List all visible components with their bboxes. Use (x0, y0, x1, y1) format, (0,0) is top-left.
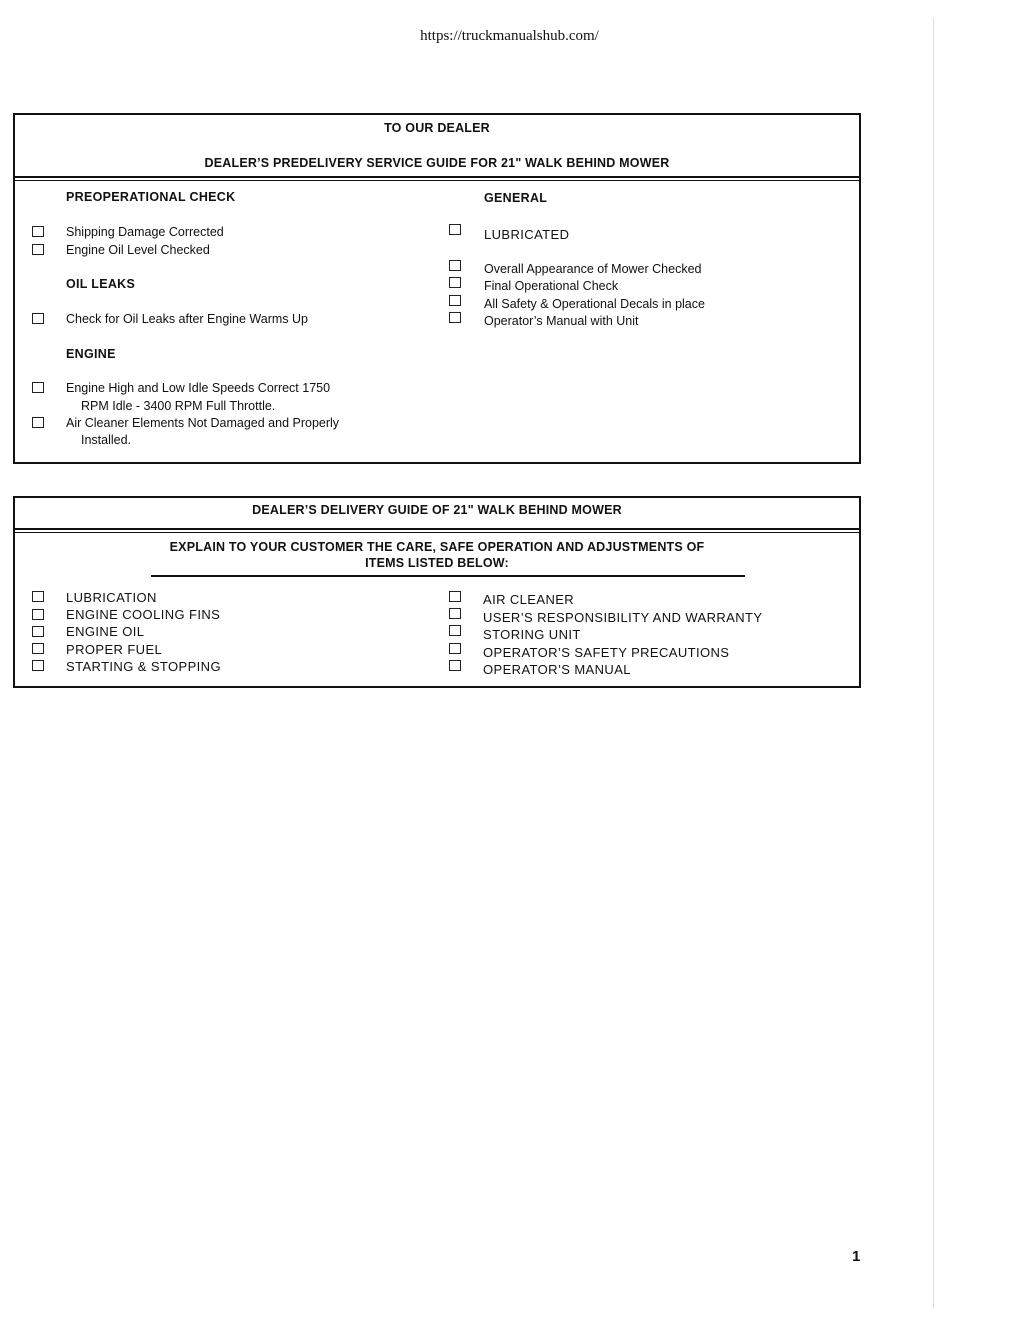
checkbox-final-operational[interactable] (449, 277, 461, 288)
item-shipping-damage: Shipping Damage Corrected (66, 225, 224, 239)
checkbox-oil-leaks[interactable] (32, 313, 44, 324)
checkbox-lubricated[interactable] (449, 224, 461, 235)
checkbox-engine-oil-level[interactable] (32, 244, 44, 255)
oil-leaks-heading: OIL LEAKS (66, 277, 136, 291)
source-url: https://truckmanualshub.com/ (420, 28, 599, 44)
checkbox-cooling-fins[interactable] (32, 609, 44, 620)
delivery-item-responsibility-warranty: USER’S RESPONSIBILITY AND WARRANTY (483, 610, 763, 625)
checkbox-shipping-damage[interactable] (32, 226, 44, 237)
delivery-title: DEALER’S DELIVERY GUIDE OF 21" WALK BEHIND MOWER (252, 503, 622, 517)
delivery-item-cooling-fins: ENGINE COOLING FINS (66, 607, 221, 622)
item-air-cleaner-line2: Installed. (81, 433, 132, 447)
title-divider (15, 176, 859, 181)
item-final-operational: Final Operational Check (484, 279, 619, 293)
item-operators-manual: Operator’s Manual with Unit (484, 314, 639, 328)
delivery-item-starting-stopping: STARTING & STOPPING (66, 659, 221, 674)
checkbox-idle-speeds[interactable] (32, 382, 44, 393)
checkbox-operators-manual-delivery[interactable] (449, 660, 461, 671)
page-number: 1 (852, 1248, 861, 1265)
item-idle-speeds-line1: Engine High and Low Idle Speeds Correct 1750 (66, 381, 331, 395)
checkbox-engine-oil[interactable] (32, 626, 44, 637)
explain-line1: EXPLAIN TO YOUR CUSTOMER THE CARE, SAFE OPERATION AND ADJUSTMENTS OF (169, 540, 705, 554)
explain-underline (151, 575, 745, 577)
checkbox-safety-decals[interactable] (449, 295, 461, 306)
checkbox-starting-stopping[interactable] (32, 660, 44, 671)
preoperational-heading: PREOPERATIONAL CHECK (66, 190, 236, 204)
delivery-item-engine-oil: ENGINE OIL (66, 624, 145, 639)
page-edge-line (933, 18, 934, 1308)
checkbox-storing-unit[interactable] (449, 625, 461, 636)
delivery-item-safety-precautions: OPERATOR’S SAFETY PRECAUTIONS (483, 645, 730, 660)
engine-heading: ENGINE (66, 347, 116, 361)
delivery-item-air-cleaner: AIR CLEANER (483, 592, 575, 607)
item-engine-oil-level: Engine Oil Level Checked (66, 243, 210, 257)
explain-line2: ITEMS LISTED BELOW: (365, 556, 509, 570)
delivery-title-divider (15, 528, 859, 533)
checkbox-air-cleaner-elements[interactable] (32, 417, 44, 428)
delivery-guide-box (13, 496, 861, 688)
delivery-item-proper-fuel: PROPER FUEL (66, 642, 163, 657)
checkbox-air-cleaner[interactable] (449, 591, 461, 602)
item-overall-appearance: Overall Appearance of Mower Checked (484, 262, 702, 276)
predelivery-guide-box (13, 113, 861, 464)
item-lubricated: LUBRICATED (484, 227, 570, 242)
checkbox-lubrication[interactable] (32, 591, 44, 602)
predelivery-title: DEALER’S PREDELIVERY SERVICE GUIDE FOR 21" WALK BEHIND MOWER (204, 156, 670, 170)
checkbox-overall-appearance[interactable] (449, 260, 461, 271)
item-air-cleaner-line1: Air Cleaner Elements Not Damaged and Properly (66, 416, 340, 430)
general-heading: GENERAL (484, 191, 548, 205)
to-dealer-heading: TO OUR DEALER (384, 121, 490, 135)
delivery-item-storing-unit: STORING UNIT (483, 627, 581, 642)
checkbox-safety-precautions[interactable] (449, 643, 461, 654)
checkbox-operators-manual[interactable] (449, 312, 461, 323)
item-idle-speeds-line2: RPM Idle - 3400 RPM Full Throttle. (81, 399, 276, 413)
checkbox-responsibility-warranty[interactable] (449, 608, 461, 619)
item-safety-decals: All Safety & Operational Decals in place (484, 297, 705, 311)
checkbox-proper-fuel[interactable] (32, 643, 44, 654)
item-oil-leaks: Check for Oil Leaks after Engine Warms Up (66, 312, 308, 326)
delivery-item-lubrication: LUBRICATION (66, 590, 157, 605)
delivery-item-operators-manual: OPERATOR’S MANUAL (483, 662, 631, 677)
